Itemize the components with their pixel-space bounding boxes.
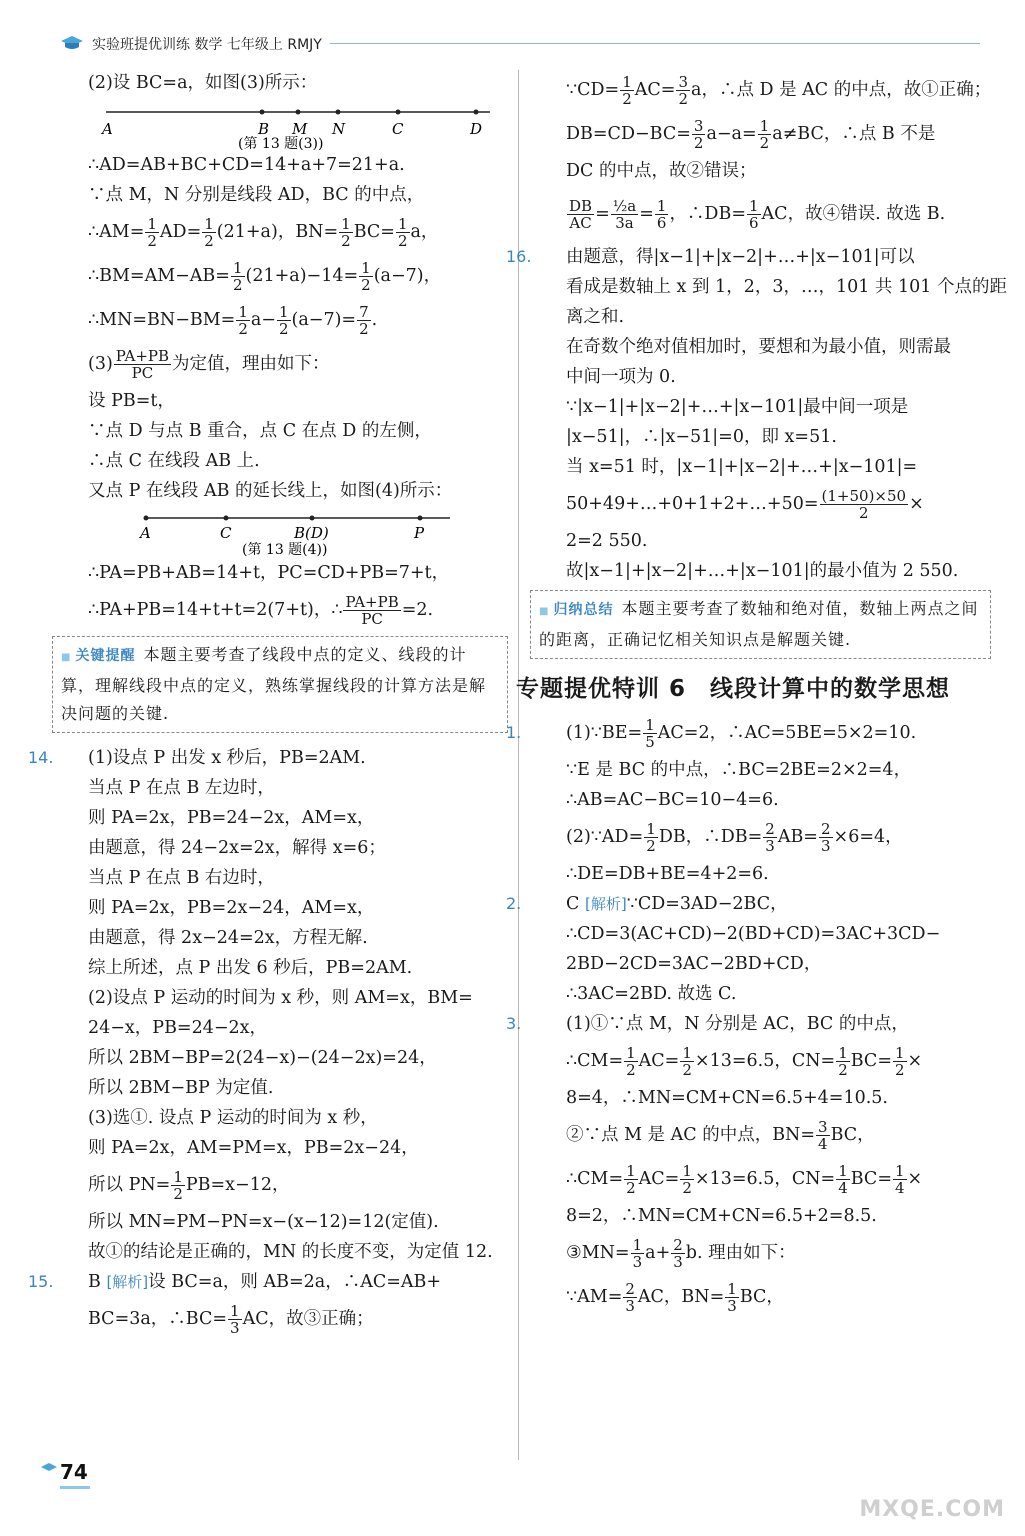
text-line: 2=2 550.	[566, 531, 648, 551]
text-line: (3)选①. 设点 P 运动的时间为 x 秒，	[88, 1108, 378, 1128]
summary-box	[530, 590, 991, 659]
text-line: 综上所述，点 P 出发 6 秒后，PB=2AM.	[88, 958, 413, 978]
text-line: 离之和.	[566, 307, 625, 327]
key-tip-tag: ■ 关键提醒	[61, 648, 135, 664]
fraction: $\frac{1}{2}$	[238, 303, 248, 338]
fraction: $\frac{1}{2}$	[682, 1044, 692, 1079]
text-line: ∴DE=DB+BE=4+2=6.	[566, 864, 769, 884]
text-line: 8=4，∴MN=CM+CN=6.5+4=10.5.	[566, 1088, 888, 1108]
text-line: |x−51|，∴|x−51|=0，即 x=51.	[566, 427, 837, 447]
text-line: ∵点 M，N 分别是线段 AD，BC 的中点，	[88, 185, 425, 205]
fraction: $\frac{2}{3}$	[820, 820, 831, 855]
figure-13-3	[58, 100, 508, 150]
text-line: 看成是数轴上 x 到 1，2，3，…，101 共 101 个点的距	[566, 277, 1007, 297]
fraction: $\frac{1}{2}$	[759, 117, 770, 152]
question-number: 16.	[506, 247, 532, 266]
text-line: ∴PA=PB+AB=14+t，PC=CD+PB=7+t，	[88, 563, 450, 583]
math-line: ∴AM= $\frac{1}{2}$ AD= $\frac{1}{2}$ (21+a)，BN= $\frac{1}{2}$ BC= $\frac{1}{2}$ a，	[88, 215, 439, 250]
text-line: 2BD−2CD=3AC−2BD+CD，	[566, 954, 822, 974]
point-label: C	[220, 524, 232, 542]
math-line: ∴CM= $\frac{1}{2}$ AC= $\frac{1}{2}$ ×13=6.5，CN= $\frac{1}{2}$ BC= $\frac{1}{2}$ ×	[566, 1044, 923, 1079]
column-divider	[518, 70, 519, 1460]
fraction: $\frac{2}{3}$	[673, 1236, 683, 1271]
math-line: ②∵点 M 是 AC 的中点，BN= $\frac{3}{4}$ BC，	[566, 1118, 875, 1153]
fraction: $\frac{1}{2}$	[838, 1044, 848, 1079]
problem-2-line: 2. C [解析]∵CD=3AD−2BC，	[536, 889, 991, 919]
question-number: 14.	[28, 748, 54, 767]
text-line: 所以 2BM−BP=2(24−x)−(24−2x)=24，	[88, 1048, 437, 1068]
fraction: $\frac{1}{3}$	[230, 1302, 240, 1337]
fraction: $\frac{PA+PB}{PC}$	[345, 593, 399, 628]
fraction: $\frac{1}{4}$	[838, 1162, 848, 1197]
fraction: $\frac{1}{2}$	[626, 1162, 636, 1197]
page-number-underline	[60, 1486, 90, 1489]
problem-3-line: 3. (1)①∵点 M，N 分别是 AC，BC 的中点，	[536, 1009, 991, 1039]
summary-tag: ■ 归纳总结	[539, 602, 613, 618]
math-line: $\frac{DB}{AC}$ = $\frac{\text{½a}}{3a}$ = $\frac{1}{6}$ ，∴DB= $\frac{1}{6}$ AC，故④错误. 故选 B.	[569, 197, 946, 232]
fraction: $\frac{DB}{AC}$	[569, 197, 593, 232]
key-tip-text: 本题主要考查了线段中点的定义、线段的计算，理解线段中点的定义，熟练掌握线段的计算方法是解决问题的关键.	[61, 645, 487, 723]
fraction: $\frac{\text{½a}}{3a}$	[612, 197, 637, 232]
fraction: $\frac{3}{2}$	[693, 117, 704, 152]
math-line: BC=3a，∴BC= $\frac{1}{3}$ AC，故③正确；	[88, 1302, 374, 1337]
text-line: (2)设 BC=a，如图(3)所示：	[88, 73, 318, 93]
text-line: ∴点 C 在线段 AB 上.	[88, 451, 260, 471]
math-line: ∵AM= $\frac{2}{3}$ AC，BN= $\frac{1}{3}$ BC，	[566, 1280, 784, 1315]
text-line: ∵|x−1|+|x−2|+…+|x−101|最中间一项是	[566, 397, 909, 417]
header-rule	[330, 43, 980, 44]
text-line: 由题意，得 24−2x=2x，解得 x=6；	[88, 838, 386, 858]
fraction: $\frac{1}{2}$	[646, 820, 656, 855]
fraction: $\frac{1}{6}$	[749, 197, 759, 232]
analysis-tag: [解析]	[106, 1273, 149, 1291]
point-label: C	[392, 120, 404, 138]
text-line: 则 PA=2x，AM=PM=x，PB=2x−24，	[88, 1138, 419, 1158]
fraction: $\frac{3}{4}$	[818, 1118, 828, 1153]
point-label: P	[414, 524, 425, 542]
text-line: 当点 P 在点 B 右边时，	[88, 868, 275, 888]
key-tip-box	[52, 636, 508, 733]
text-line: 则 PA=2x，PB=2x−24，AM=x，	[88, 898, 375, 918]
summary-text: 本题主要考查了数轴和绝对值，数轴上两点之间的距离，正确记忆相关知识点是解题关键.	[539, 599, 979, 649]
fraction: $\frac{1}{2}$	[397, 215, 408, 250]
question-15-line: 15. B [解析]设 BC=a，则 AB=2a，∴AC=AB+	[58, 1267, 508, 1297]
question-number: 1.	[506, 723, 522, 742]
left-column	[28, 68, 508, 1341]
math-line: DB=CD−BC= $\frac{3}{2}$ a−a= $\frac{1}{2}$ a≠BC，∴点 B 不是	[566, 117, 936, 152]
right-column	[506, 68, 1007, 1319]
question-number: 3.	[506, 1014, 522, 1033]
question-14-line: 14. (1)设点 P 出发 x 秒后，PB=2AM.	[58, 743, 508, 773]
text-line: 在奇数个绝对值相加时，要想和为最小值，则需最	[566, 337, 951, 357]
text-line: 故①的结论是正确的，MN 的长度不变，为定值 12.	[88, 1242, 493, 1262]
math-line: 所以 PN= $\frac{1}{2}$ PB=x−12，	[88, 1168, 290, 1203]
header-cap-icon	[60, 35, 84, 51]
text-line: 当 x=51 时，|x−1|+|x−2|+…+|x−101|=	[566, 457, 918, 477]
fraction: $\frac{3}{2}$	[678, 73, 689, 108]
text-line: (2)设点 P 运动的时间为 x 秒，则 AM=x，BM=	[88, 988, 473, 1008]
fraction: $\frac{2}{3}$	[625, 1280, 635, 1315]
question-16-line: 16. 由题意，得|x−1|+|x−2|+…+|x−101|可以	[536, 242, 991, 272]
fraction: $\frac{1}{3}$	[727, 1280, 737, 1315]
text-line: ∴3AC=2BD. 故选 C.	[566, 984, 737, 1004]
fraction: $\frac{1}{2}$	[361, 259, 371, 294]
math-line: ∴PA+PB=14+t+t=2(7+t)，∴ $\frac{PA+PB}{PC}$ =2.	[88, 593, 434, 628]
text-line: 则 PA=2x，PB=24−2x，AM=x，	[88, 808, 375, 828]
text-line: 由题意，得 2x−24=2x，方程无解.	[88, 928, 368, 948]
fraction: $\frac{1}{3}$	[632, 1236, 643, 1271]
number-line-13-3	[58, 100, 508, 150]
text-line: 中间一项为 0.	[566, 367, 676, 387]
question-number: 2.	[506, 894, 522, 913]
page-cap-icon	[40, 1462, 58, 1476]
fraction: $\frac{1}{2}$	[204, 215, 214, 250]
point-label: B	[258, 120, 270, 138]
number-line-13-4	[58, 508, 508, 558]
fraction: $\frac{1}{2}$	[147, 215, 157, 250]
fraction: $\frac{1}{6}$	[656, 197, 667, 232]
page-number: 74	[60, 1460, 88, 1484]
fraction: $\frac{1}{2}$	[232, 259, 243, 294]
math-line: ∵CD= $\frac{1}{2}$ AC= $\frac{3}{2}$ a，∴点 D 是 AC 的中点，故①正确；	[566, 73, 992, 108]
math-line: ③MN= $\frac{1}{3}$ a+ $\frac{2}{3}$ b. 理由如下：	[566, 1236, 796, 1271]
watermark: MXQE.COM	[859, 1497, 1005, 1522]
math-line: ∴BM=AM−AB= $\frac{1}{2}$ (21+a)−14= $\frac{1}{2}$ (a−7)，	[88, 259, 442, 294]
point-label: N	[332, 120, 346, 138]
text-line: DC 的中点，故②错误；	[566, 161, 757, 181]
text-line: 故|x−1|+|x−2|+…+|x−101|的最小值为 2 550.	[566, 561, 959, 581]
text-line: ∵E 是 BC 的中点，∴BC=2BE=2×2=4，	[566, 760, 912, 780]
fraction: $\frac{7}{2}$	[359, 303, 369, 338]
figure-13-4	[58, 508, 508, 558]
text-line: 8=2，∴MN=CM+CN=6.5+2=8.5.	[566, 1206, 877, 1226]
math-line: (2)∵AD= $\frac{1}{2}$ DB，∴DB= $\frac{2}{3}$ AB= $\frac{2}{3}$ ×6=4，	[566, 820, 903, 855]
figure-caption: (第 13 题(4))	[242, 542, 328, 558]
fraction: $\frac{1}{2}$	[682, 1162, 692, 1197]
point-label: D	[470, 120, 483, 138]
analysis-tag: [解析]	[584, 895, 627, 913]
point-label: B(D)	[294, 524, 329, 542]
text-line: ∴AD=AB+BC+CD=14+a+7=21+a.	[88, 155, 405, 175]
fraction: $\frac{1}{2}$	[622, 73, 632, 108]
text-line: 设 PB=t，	[88, 391, 175, 411]
math-line: ∴CM= $\frac{1}{2}$ AC= $\frac{1}{2}$ ×13=6.5，CN= $\frac{1}{4}$ BC= $\frac{1}{4}$ ×	[566, 1162, 923, 1197]
fraction: $\frac{1}{5}$	[645, 716, 655, 751]
math-line: (3) $\frac{PA+PB}{PC}$ 为定值，理由如下：	[88, 347, 330, 382]
fraction: $\frac{1}{4}$	[895, 1162, 905, 1197]
section-title: 专题提优特训 6 线段计算中的数学思想	[516, 676, 951, 702]
fraction: $\frac{1}{2}$	[895, 1044, 905, 1079]
fraction: $\frac{2}{3}$	[765, 820, 775, 855]
math-line: ∴MN=BN−BM= $\frac{1}{2}$ a− $\frac{1}{2}$ (a−7)= $\frac{7}{2}$ .	[88, 303, 378, 338]
text-line: 所以 2BM−BP 为定值.	[88, 1078, 274, 1098]
fraction: $\frac{1}{2}$	[626, 1044, 636, 1079]
point-label: M	[292, 120, 308, 138]
text-line: ∴CD=3(AC+CD)−2(BD+CD)=3AC+3CD−	[566, 924, 941, 944]
fraction: $\frac{(1+50)\times 50}{2}$	[821, 487, 907, 522]
fraction: $\frac{PA+PB}{PC}$	[115, 347, 170, 382]
fraction: $\frac{1}{2}$	[278, 303, 289, 338]
point-label: A	[102, 120, 113, 138]
text-line: ∴AB=AC−BC=10−4=6.	[566, 790, 779, 810]
text-line: 所以 MN=PM−PN=x−(x−12)=12(定值).	[88, 1212, 439, 1232]
problem-1-line: 1. (1)∵BE= $\frac{1}{5}$ AC=2，∴AC=5BE=5×2=10.	[536, 711, 991, 755]
text-line: 24−x，PB=24−2x，	[88, 1018, 268, 1038]
text-line: 又点 P 在线段 AB 的延长线上，如图(4)所示：	[88, 481, 453, 501]
fraction: $\frac{1}{2}$	[341, 215, 351, 250]
point-label: A	[140, 524, 151, 542]
question-number: 15.	[28, 1272, 54, 1291]
header-title: 实验班提优训练 数学 七年级上 RMJY	[92, 37, 322, 53]
math-line: 50+49+…+0+1+2+…+50= $\frac{(1+50)\times 50}{2}$ ×	[566, 487, 924, 522]
fraction: $\frac{1}{2}$	[173, 1168, 183, 1203]
text-line: ∵点 D 与点 B 重合，点 C 在点 D 的左侧，	[88, 421, 432, 441]
text-line: 当点 P 在点 B 左边时，	[88, 778, 275, 798]
figure-caption: (第 13 题(3))	[238, 136, 324, 150]
